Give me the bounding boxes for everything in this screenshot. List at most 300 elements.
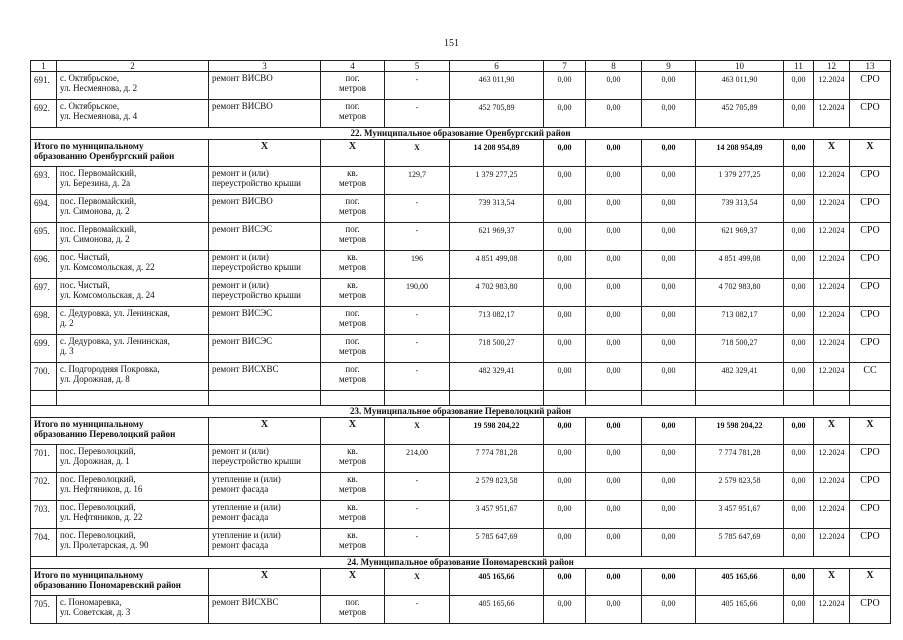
total-label-line2: образованию Переволоцкий район — [34, 429, 176, 439]
unit-cost-cell: 0,00 — [784, 335, 814, 363]
address-cell — [57, 596, 209, 624]
unit-cell-line1: пог. — [345, 73, 360, 83]
deadline-cell: 12.2024 — [814, 529, 850, 557]
empty-cell — [209, 391, 321, 406]
address-cell-line1: с. Подгородняя Покровка, — [60, 364, 160, 374]
address-cell-line1: с. Октябрьское, — [60, 73, 120, 83]
deadline-cell: 12.2024 — [814, 501, 850, 529]
cost-total-cell: 463 011,90 — [450, 72, 544, 100]
unit-cell — [321, 445, 385, 473]
unit-cell-line2: метров — [339, 512, 366, 522]
total-label — [31, 418, 209, 445]
unit-cell-line1: кв. — [347, 446, 358, 456]
unit-cost-cell: 0,00 — [784, 596, 814, 624]
total-fund: 0,00 — [586, 418, 642, 445]
work-type-cell — [209, 72, 321, 100]
address-cell — [57, 167, 209, 195]
column-header: 11 — [784, 61, 814, 72]
fund-federal-cell: 0,00 — [544, 529, 586, 557]
fund-local-cell: 0,00 — [642, 529, 696, 557]
cost-total-cell: 718 500,27 — [450, 335, 544, 363]
total-x: X — [850, 569, 891, 596]
work-type-cell-line1: утепление и (или) — [212, 530, 281, 540]
fund-regional-cell: 0,00 — [586, 167, 642, 195]
total-x: X — [814, 569, 850, 596]
work-type-cell-line1: ремонт ВИСХВС — [212, 597, 279, 607]
work-type-cell-line2: переустройство крыши — [212, 290, 301, 300]
unit-cell-line2: метров — [339, 374, 366, 384]
fund-local-cell: 0,00 — [642, 167, 696, 195]
address-cell-line1: пос. Первомайский, — [60, 196, 137, 206]
volume-cell: 129,7 — [385, 167, 450, 195]
unit-cell-line1: пог. — [345, 597, 360, 607]
address-cell — [57, 363, 209, 391]
cost-total-cell: 7 774 781,28 — [450, 445, 544, 473]
unit-cell-line1: пог. — [345, 224, 360, 234]
unit-cost-cell: 0,00 — [784, 279, 814, 307]
unit-cell — [321, 473, 385, 501]
table-row — [31, 251, 891, 279]
total-x: X — [385, 569, 450, 596]
cost-total-cell: 452 705,89 — [450, 100, 544, 128]
row-number: 703. — [31, 501, 57, 529]
fund-owners-cell: 739 313,54 — [696, 195, 784, 223]
total-fund: 0,00 — [586, 569, 642, 596]
total-x: X — [321, 140, 385, 167]
fund-owners-cell: 482 329,41 — [696, 363, 784, 391]
table-row — [31, 195, 891, 223]
total-cost: 405 165,66 — [450, 569, 544, 596]
volume-cell: - — [385, 335, 450, 363]
total-fund: 405 165,66 — [696, 569, 784, 596]
unit-cost-cell: 0,00 — [784, 100, 814, 128]
fund-method-cell: СРО — [850, 445, 891, 473]
total-label-line1: Итого по муниципальному — [34, 141, 144, 151]
total-fund: 0,00 — [544, 140, 586, 167]
deadline-cell: 12.2024 — [814, 223, 850, 251]
cost-total-cell: 4 851 499,08 — [450, 251, 544, 279]
work-type-cell — [209, 195, 321, 223]
fund-federal-cell: 0,00 — [544, 473, 586, 501]
fund-local-cell: 0,00 — [642, 363, 696, 391]
cost-total-cell: 1 379 277,25 — [450, 167, 544, 195]
unit-cell-line2: метров — [339, 456, 366, 466]
deadline-cell: 12.2024 — [814, 251, 850, 279]
total-cost: 14 208 954,89 — [450, 140, 544, 167]
fund-local-cell: 0,00 — [642, 251, 696, 279]
total-fund: 0,00 — [586, 140, 642, 167]
unit-cost-cell: 0,00 — [784, 529, 814, 557]
row-number: 705. — [31, 596, 57, 624]
table-row — [31, 307, 891, 335]
unit-cost-cell: 0,00 — [784, 445, 814, 473]
total-label — [31, 569, 209, 596]
unit-cell-line1: пог. — [345, 364, 360, 374]
fund-federal-cell: 0,00 — [544, 596, 586, 624]
column-header: 13 — [850, 61, 891, 72]
fund-method-cell: СРО — [850, 279, 891, 307]
address-cell-line2: ул. Несмеянова, д. 4 — [60, 111, 138, 121]
unit-cell — [321, 307, 385, 335]
empty-cell — [544, 391, 586, 406]
total-x: X — [385, 140, 450, 167]
column-header: 6 — [450, 61, 544, 72]
fund-owners-cell: 7 774 781,28 — [696, 445, 784, 473]
row-number: 699. — [31, 335, 57, 363]
fund-owners-cell: 1 379 277,25 — [696, 167, 784, 195]
work-type-cell-line2: ремонт фасада — [212, 512, 269, 522]
cost-total-cell: 621 969,37 — [450, 223, 544, 251]
total-label-line1: Итого по муниципальному — [34, 419, 144, 429]
fund-method-cell: СРО — [850, 195, 891, 223]
fund-regional-cell: 0,00 — [586, 596, 642, 624]
column-header: 9 — [642, 61, 696, 72]
row-number: 701. — [31, 445, 57, 473]
unit-cell-line2: метров — [339, 290, 366, 300]
unit-cell-line2: метров — [339, 484, 366, 494]
fund-federal-cell: 0,00 — [544, 195, 586, 223]
volume-cell: - — [385, 72, 450, 100]
fund-method-cell: СРО — [850, 335, 891, 363]
fund-method-cell: СРО — [850, 223, 891, 251]
fund-federal-cell: 0,00 — [544, 100, 586, 128]
address-cell-line1: пос. Первомайский, — [60, 168, 137, 178]
fund-local-cell: 0,00 — [642, 445, 696, 473]
section-title-row — [31, 128, 891, 140]
unit-cell-line2: метров — [339, 83, 366, 93]
address-cell — [57, 251, 209, 279]
fund-method-cell: СРО — [850, 596, 891, 624]
column-header: 7 — [544, 61, 586, 72]
column-header: 1 — [31, 61, 57, 72]
row-number: 692. — [31, 100, 57, 128]
fund-owners-cell: 718 500,27 — [696, 335, 784, 363]
address-cell-line2: ул. Симонова, д. 2 — [60, 206, 130, 216]
total-x: X — [814, 140, 850, 167]
deadline-cell: 12.2024 — [814, 473, 850, 501]
table-row — [31, 100, 891, 128]
cost-total-cell: 713 082,17 — [450, 307, 544, 335]
unit-cost-cell: 0,00 — [784, 167, 814, 195]
unit-cell — [321, 529, 385, 557]
cost-total-cell: 2 579 823,58 — [450, 473, 544, 501]
address-cell-line2: ул. Комсомольская, д. 24 — [60, 290, 155, 300]
address-cell — [57, 445, 209, 473]
address-cell-line1: пос. Переволоцкий, — [60, 474, 136, 484]
fund-owners-cell: 5 785 647,69 — [696, 529, 784, 557]
fund-regional-cell: 0,00 — [586, 307, 642, 335]
volume-cell: - — [385, 100, 450, 128]
address-cell-line2: д. 2 — [60, 318, 74, 328]
unit-cell-line2: метров — [339, 111, 366, 121]
volume-cell: - — [385, 501, 450, 529]
fund-federal-cell: 0,00 — [544, 363, 586, 391]
table-row — [31, 501, 891, 529]
fund-regional-cell: 0,00 — [586, 195, 642, 223]
work-type-cell-line2: ремонт фасада — [212, 540, 269, 550]
total-fund: 19 598 204,22 — [696, 418, 784, 445]
total-unit-cost: 0,00 — [784, 418, 814, 445]
address-cell-line2: ул. Комсомольская, д. 22 — [60, 262, 155, 272]
unit-cell-line2: метров — [339, 206, 366, 216]
column-header: 12 — [814, 61, 850, 72]
unit-cost-cell: 0,00 — [784, 307, 814, 335]
address-cell — [57, 307, 209, 335]
work-type-cell — [209, 100, 321, 128]
unit-cost-cell: 0,00 — [784, 195, 814, 223]
row-number: 694. — [31, 195, 57, 223]
fund-regional-cell: 0,00 — [586, 445, 642, 473]
fund-method-cell: СРО — [850, 307, 891, 335]
table-spacer-row — [31, 391, 891, 406]
table-row — [31, 72, 891, 100]
fund-method-cell: СРО — [850, 251, 891, 279]
fund-federal-cell: 0,00 — [544, 307, 586, 335]
cost-total-cell: 4 702 983,80 — [450, 279, 544, 307]
fund-regional-cell: 0,00 — [586, 100, 642, 128]
section-total-row — [31, 140, 891, 167]
fund-method-cell: СС — [850, 363, 891, 391]
table-row — [31, 167, 891, 195]
empty-cell — [321, 391, 385, 406]
work-type-cell-line2: переустройство крыши — [212, 178, 301, 188]
fund-owners-cell: 4 851 499,08 — [696, 251, 784, 279]
section-title-row — [31, 406, 891, 418]
fund-regional-cell: 0,00 — [586, 279, 642, 307]
table-row — [31, 445, 891, 473]
address-cell — [57, 223, 209, 251]
fund-federal-cell: 0,00 — [544, 223, 586, 251]
address-cell-line1: с. Дедуровка, ул. Ленинская, — [60, 336, 170, 346]
fund-local-cell: 0,00 — [642, 307, 696, 335]
unit-cell-line1: пог. — [345, 101, 360, 111]
total-unit-cost: 0,00 — [784, 569, 814, 596]
page-number: 151 — [444, 38, 459, 49]
fund-owners-cell: 452 705,89 — [696, 100, 784, 128]
unit-cell — [321, 363, 385, 391]
work-type-cell — [209, 167, 321, 195]
cost-total-cell: 5 785 647,69 — [450, 529, 544, 557]
total-x: X — [814, 418, 850, 445]
fund-regional-cell: 0,00 — [586, 473, 642, 501]
total-x: X — [209, 569, 321, 596]
deadline-cell: 12.2024 — [814, 100, 850, 128]
volume-cell: 196 — [385, 251, 450, 279]
work-type-cell — [209, 501, 321, 529]
volume-cell: - — [385, 596, 450, 624]
fund-regional-cell: 0,00 — [586, 501, 642, 529]
fund-local-cell: 0,00 — [642, 195, 696, 223]
address-cell-line1: с. Дедуровка, ул. Ленинская, — [60, 308, 170, 318]
fund-federal-cell: 0,00 — [544, 445, 586, 473]
table-row — [31, 473, 891, 501]
unit-cell — [321, 596, 385, 624]
address-cell-line2: д. 3 — [60, 346, 74, 356]
unit-cell — [321, 501, 385, 529]
fund-local-cell: 0,00 — [642, 335, 696, 363]
fund-local-cell: 0,00 — [642, 473, 696, 501]
cost-total-cell: 739 313,54 — [450, 195, 544, 223]
unit-cost-cell: 0,00 — [784, 363, 814, 391]
address-cell-line1: пос. Переволоцкий, — [60, 446, 136, 456]
unit-cell-line1: кв. — [347, 530, 358, 540]
deadline-cell: 12.2024 — [814, 279, 850, 307]
address-cell-line1: пос. Чистый, — [60, 252, 110, 262]
work-type-cell-line1: ремонт ВИСЭС — [212, 224, 273, 234]
unit-cell-line1: кв. — [347, 474, 358, 484]
work-type-cell — [209, 473, 321, 501]
unit-cost-cell: 0,00 — [784, 251, 814, 279]
work-type-cell — [209, 445, 321, 473]
volume-cell: 214,00 — [385, 445, 450, 473]
work-type-cell — [209, 223, 321, 251]
address-cell-line1: пос. Переволоцкий, — [60, 530, 136, 540]
empty-cell — [450, 391, 544, 406]
fund-owners-cell: 4 702 983,80 — [696, 279, 784, 307]
work-type-cell-line1: ремонт ВИСЭС — [212, 308, 273, 318]
row-number: 695. — [31, 223, 57, 251]
total-unit-cost: 0,00 — [784, 140, 814, 167]
empty-cell — [814, 391, 850, 406]
total-fund: 14 208 954,89 — [696, 140, 784, 167]
empty-cell — [784, 391, 814, 406]
unit-cell — [321, 195, 385, 223]
unit-cost-cell: 0,00 — [784, 501, 814, 529]
cost-total-cell: 482 329,41 — [450, 363, 544, 391]
address-cell — [57, 501, 209, 529]
fund-regional-cell: 0,00 — [586, 529, 642, 557]
column-header: 2 — [57, 61, 209, 72]
column-header: 10 — [696, 61, 784, 72]
address-cell-line1: пос. Чистый, — [60, 280, 110, 290]
total-x: X — [850, 140, 891, 167]
fund-regional-cell: 0,00 — [586, 363, 642, 391]
row-number: 696. — [31, 251, 57, 279]
empty-cell — [57, 391, 209, 406]
unit-cell-line1: кв. — [347, 168, 358, 178]
section-title: 22. Муниципальное образование Оренбургский район — [31, 128, 891, 140]
address-cell — [57, 279, 209, 307]
fund-federal-cell: 0,00 — [544, 251, 586, 279]
volume-cell: - — [385, 195, 450, 223]
unit-cell-line2: метров — [339, 178, 366, 188]
unit-cell-line1: пог. — [345, 336, 360, 346]
empty-cell — [696, 391, 784, 406]
fund-local-cell: 0,00 — [642, 223, 696, 251]
unit-cell-line2: метров — [339, 262, 366, 272]
total-x: X — [850, 418, 891, 445]
table-row — [31, 335, 891, 363]
fund-owners-cell: 713 082,17 — [696, 307, 784, 335]
total-label-line2: образованию Пономаревский район — [34, 580, 181, 590]
unit-cost-cell: 0,00 — [784, 473, 814, 501]
fund-local-cell: 0,00 — [642, 596, 696, 624]
unit-cell-line2: метров — [339, 540, 366, 550]
deadline-cell: 12.2024 — [814, 335, 850, 363]
total-x: X — [321, 418, 385, 445]
unit-cell — [321, 167, 385, 195]
deadline-cell: 12.2024 — [814, 363, 850, 391]
work-type-cell — [209, 307, 321, 335]
empty-cell — [31, 391, 57, 406]
deadline-cell: 12.2024 — [814, 307, 850, 335]
work-type-cell-line1: ремонт ВИСВО — [212, 73, 273, 83]
address-cell — [57, 335, 209, 363]
work-type-cell-line2: переустройство крыши — [212, 456, 301, 466]
section-title: 23. Муниципальное образование Переволоцкий район — [31, 406, 891, 418]
address-cell-line2: ул. Нефтяников, д. 16 — [60, 484, 143, 494]
total-x: X — [209, 140, 321, 167]
volume-cell: - — [385, 529, 450, 557]
address-cell-line2: ул. Советская, д. 3 — [60, 607, 131, 617]
unit-cell-line1: кв. — [347, 252, 358, 262]
unit-cell — [321, 223, 385, 251]
total-fund: 0,00 — [544, 418, 586, 445]
work-type-cell — [209, 335, 321, 363]
deadline-cell: 12.2024 — [814, 72, 850, 100]
work-type-cell — [209, 251, 321, 279]
fund-local-cell: 0,00 — [642, 72, 696, 100]
row-number: 700. — [31, 363, 57, 391]
fund-regional-cell: 0,00 — [586, 72, 642, 100]
volume-cell: - — [385, 223, 450, 251]
unit-cost-cell: 0,00 — [784, 223, 814, 251]
table-row — [31, 223, 891, 251]
work-type-cell-line1: утепление и (или) — [212, 502, 281, 512]
fund-method-cell: СРО — [850, 72, 891, 100]
work-type-cell-line1: ремонт и (или) — [212, 252, 269, 262]
fund-owners-cell: 621 969,37 — [696, 223, 784, 251]
address-cell-line2: ул. Дорожная, д. 8 — [60, 374, 130, 384]
fund-federal-cell: 0,00 — [544, 167, 586, 195]
volume-cell: - — [385, 363, 450, 391]
volume-cell: - — [385, 307, 450, 335]
section-title: 24. Муниципальное образование Пономаревский район — [31, 557, 891, 569]
address-cell-line1: пос. Первомайский, — [60, 224, 137, 234]
fund-owners-cell: 2 579 823,58 — [696, 473, 784, 501]
total-x: X — [321, 569, 385, 596]
capital-repair-table — [30, 60, 891, 624]
deadline-cell: 12.2024 — [814, 195, 850, 223]
fund-regional-cell: 0,00 — [586, 251, 642, 279]
work-type-cell-line2: ремонт фасада — [212, 484, 269, 494]
address-cell-line1: с. Пономаревка, — [60, 597, 122, 607]
address-cell — [57, 72, 209, 100]
unit-cell — [321, 279, 385, 307]
column-header: 3 — [209, 61, 321, 72]
address-cell-line2: ул. Дорожная, д. 1 — [60, 456, 130, 466]
unit-cell-line2: метров — [339, 234, 366, 244]
section-total-row — [31, 569, 891, 596]
cost-total-cell: 3 457 951,67 — [450, 501, 544, 529]
table-row — [31, 529, 891, 557]
column-header: 8 — [586, 61, 642, 72]
work-type-cell-line1: ремонт и (или) — [212, 280, 269, 290]
fund-owners-cell: 463 011,90 — [696, 72, 784, 100]
empty-cell — [850, 391, 891, 406]
total-cost: 19 598 204,22 — [450, 418, 544, 445]
unit-cell — [321, 100, 385, 128]
fund-local-cell: 0,00 — [642, 100, 696, 128]
fund-method-cell: СРО — [850, 529, 891, 557]
fund-method-cell: СРО — [850, 167, 891, 195]
fund-owners-cell: 405 165,66 — [696, 596, 784, 624]
row-number: 691. — [31, 72, 57, 100]
total-fund: 0,00 — [544, 569, 586, 596]
work-type-cell — [209, 529, 321, 557]
fund-method-cell: СРО — [850, 501, 891, 529]
section-total-row — [31, 418, 891, 445]
